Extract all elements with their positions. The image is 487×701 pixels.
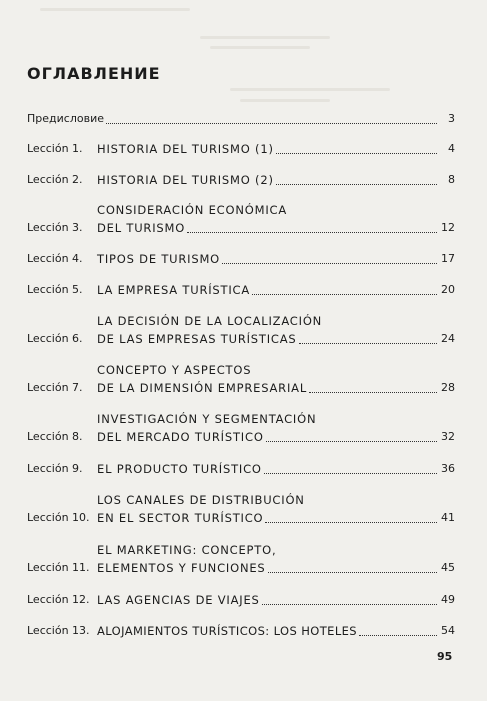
- toc-entry-title: LOS CANALES DE DISTRIBUCIÓN: [97, 493, 305, 507]
- toc-entry-title: TIPOS DE TURISMO: [97, 252, 221, 266]
- toc-entry-line: [97, 622, 455, 640]
- dot-leader: [268, 572, 437, 573]
- toc-entry-line: [27, 110, 455, 128]
- toc-entry-body: [97, 281, 455, 299]
- toc-entry-9: [27, 460, 455, 478]
- toc-page-number: 3: [448, 112, 455, 125]
- toc-entry-line: [97, 591, 455, 609]
- toc-entry-body: [97, 361, 455, 397]
- toc-entry-line: [97, 428, 455, 446]
- toc-entry-body: [97, 491, 455, 527]
- toc-entry-body: [97, 171, 455, 189]
- toc-page-number: 54: [441, 624, 455, 637]
- toc-entry-title: LA DECISIÓN DE LA LOCALIZACIÓN: [97, 314, 323, 328]
- toc-entry-title: EL PRODUCTO TURÍSTICO: [97, 462, 262, 476]
- toc-entry-5: [27, 281, 455, 299]
- lesson-label: Lección 10.: [27, 511, 90, 524]
- toc-entry-6: [27, 312, 455, 348]
- toc-page-number: 17: [441, 252, 455, 265]
- toc-entry-title: CONCEPTO Y ASPECTOS: [97, 363, 252, 377]
- lesson-label: Lección 2.: [27, 173, 83, 186]
- toc-entry-12: [27, 591, 455, 609]
- toc-entry-10: [27, 491, 455, 527]
- bleed-through-mark: [230, 88, 390, 91]
- dot-leader: [262, 604, 437, 605]
- toc-entry-title-cont: DE LAS EMPRESAS TURÍSTICAS: [97, 332, 297, 346]
- lesson-label: Lección 5.: [27, 283, 83, 296]
- toc-entry-1: [27, 140, 455, 158]
- lesson-label: Lección 11.: [27, 561, 90, 574]
- toc-entry-body: [97, 591, 455, 609]
- toc-entry-line: [97, 509, 455, 527]
- dot-leader: [359, 635, 437, 636]
- lesson-label: Lección 9.: [27, 462, 83, 475]
- dot-leader: [222, 263, 437, 264]
- toc-page-number: 24: [441, 332, 455, 345]
- toc-page-number: 28: [441, 381, 455, 394]
- toc-page-number: 4: [448, 142, 455, 155]
- toc-entry-title: INVESTIGACIÓN Y SEGMENTACIÓN: [97, 412, 317, 426]
- toc-entry-body: [97, 410, 455, 446]
- toc-entry-line: [97, 379, 455, 397]
- toc-entry-body: [97, 622, 455, 640]
- toc-page-number: 41: [441, 511, 455, 524]
- toc-entry-title: Предисловие: [27, 112, 104, 125]
- toc-entry-preface: [27, 110, 455, 128]
- toc-page-number: 20: [441, 283, 455, 296]
- lesson-label: Lección 3.: [27, 221, 83, 234]
- toc-entry-body: [97, 250, 455, 268]
- bleed-through-mark: [40, 8, 190, 11]
- page-title: ОГЛАВЛЕНИЕ: [27, 64, 161, 83]
- toc-entry-title: LA EMPRESA TURÍSTICA: [97, 283, 251, 297]
- toc-entry-4: [27, 250, 455, 268]
- toc-entry-body: [97, 541, 455, 577]
- toc-entry-body: [97, 140, 455, 158]
- dot-leader: [252, 294, 437, 295]
- toc-entry-body: [27, 110, 455, 128]
- toc-entry-8: [27, 410, 455, 446]
- dot-leader: [276, 153, 437, 154]
- dot-leader: [309, 392, 437, 393]
- toc-entry-body: [97, 460, 455, 478]
- toc-entry-title: EL MARKETING: CONCEPTO,: [97, 543, 277, 557]
- toc-page-number: 45: [441, 561, 455, 574]
- lesson-label: Lección 13.: [27, 624, 90, 637]
- toc-entry-line: [97, 559, 455, 577]
- toc-entry-title-cont: ELEMENTOS Y FUNCIONES: [97, 561, 266, 575]
- toc-entry-title: HISTORIA DEL TURISMO (2): [97, 173, 274, 187]
- toc-entry-11: [27, 541, 455, 577]
- toc-page-number: 32: [441, 430, 455, 443]
- toc-entry-2: [27, 171, 455, 189]
- toc-entry-title: LAS AGENCIAS DE VIAJES: [97, 593, 260, 607]
- toc-entry-line: [97, 281, 455, 299]
- toc-entry-title-cont: DE LA DIMENSIÓN EMPRESARIAL: [97, 381, 308, 395]
- toc-entry-body: [97, 312, 455, 348]
- toc-page-number: 36: [441, 462, 455, 475]
- lesson-label: Lección 1.: [27, 142, 83, 155]
- lesson-label: Lección 6.: [27, 332, 83, 345]
- toc-entry-7: [27, 361, 455, 397]
- dot-leader: [106, 123, 437, 124]
- dot-leader: [264, 473, 437, 474]
- dot-leader: [299, 343, 437, 344]
- page-number: 95: [437, 650, 453, 663]
- toc-entry-title-cont: DEL MERCADO TURÍSTICO: [97, 430, 264, 444]
- dot-leader: [266, 441, 437, 442]
- toc-entry-3: [27, 201, 455, 237]
- toc-entry-13: [27, 622, 455, 640]
- toc-page-number: 8: [448, 173, 455, 186]
- dot-leader: [187, 232, 437, 233]
- toc-page-number: 12: [441, 221, 455, 234]
- toc-entry-line: [97, 330, 455, 348]
- toc-entry-line: [97, 250, 455, 268]
- lesson-label: Lección 4.: [27, 252, 83, 265]
- bleed-through-mark: [240, 99, 330, 102]
- bleed-through-mark: [200, 36, 330, 39]
- toc-entry-line: [97, 460, 455, 478]
- bleed-through-mark: [210, 46, 310, 49]
- toc-entry-title: ALOJAMIENTOS TURÍSTICOS: LOS HOTELES: [97, 624, 358, 638]
- toc-entry-title: HISTORIA DEL TURISMO (1): [97, 142, 274, 156]
- lesson-label: Lección 12.: [27, 593, 90, 606]
- toc-page-number: 49: [441, 593, 455, 606]
- toc-entry-line: [97, 140, 455, 158]
- toc-entry-title-cont: EN EL SECTOR TURÍSTICO: [97, 511, 264, 525]
- toc-entry-line: [97, 219, 455, 237]
- lesson-label: Lección 8.: [27, 430, 83, 443]
- toc-entry-line: [97, 171, 455, 189]
- toc-entry-title-cont: DEL TURISMO: [97, 221, 186, 235]
- dot-leader: [276, 184, 437, 185]
- dot-leader: [265, 522, 437, 523]
- lesson-label: Lección 7.: [27, 381, 83, 394]
- toc-entry-body: [97, 201, 455, 237]
- toc-entry-title: CONSIDERACIÓN ECONÓMICA: [97, 203, 288, 217]
